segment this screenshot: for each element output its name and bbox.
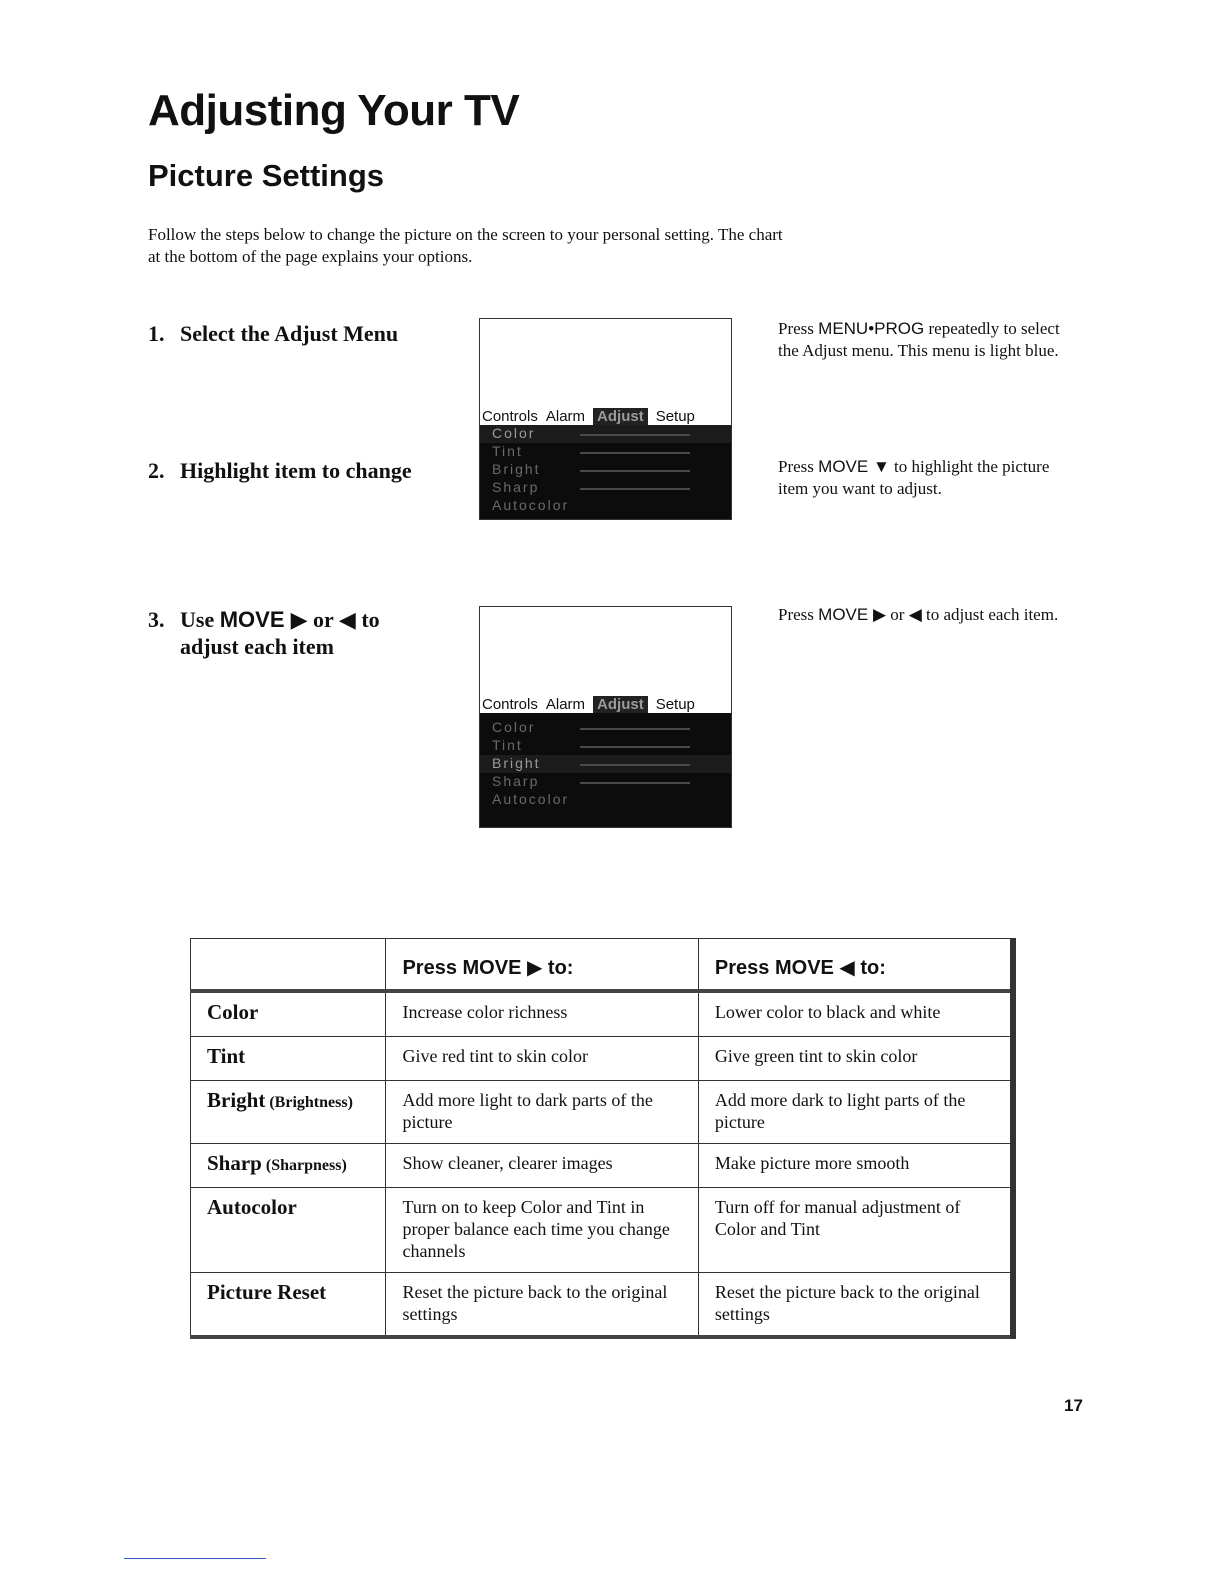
tv-menu-item: Tint [492,737,523,753]
tv-menu-adjust: Adjust [593,408,648,425]
note-3-pre: Press [778,605,819,624]
note-3-mid: or [886,605,909,624]
note-3-key: MOVE ▶ [818,605,887,624]
step-3-label-line2: adjust each item [180,634,334,659]
tv-screen-adjust-item [479,606,732,828]
tv-menu-item: Autocolor [492,497,570,513]
note-3-post: to adjust each item. [921,605,1059,624]
note-2-key: MOVE ▼ [818,457,890,476]
option-name [191,1081,386,1144]
option-name [191,991,386,1037]
step-1-label: Select the Adjust Menu [180,321,399,346]
tv-menu-item: Tint [492,443,523,459]
option-move-left: Turn off for manual adjustment of Color and Tint [698,1188,1013,1273]
option-move-right: Give red tint to skin color [386,1037,698,1081]
option-move-right: Reset the picture back to the original settings [386,1273,698,1338]
step-3-number: 3. [148,607,165,632]
tv-slider-bar [580,452,690,454]
tv-menu-bar [480,693,731,713]
tv-menu-controls: Controls [482,696,538,713]
step-3-label-pre: Use [180,607,220,632]
tv-menu-panel [480,425,731,519]
table-header-row [191,939,1014,992]
table-row [191,1188,1014,1273]
tv-menu-controls: Controls [482,408,538,425]
option-name-text: Bright [207,1088,266,1112]
option-name-text: Color [207,1000,259,1024]
tv-menu-item: Color [480,425,731,443]
tv-menu-setup: Setup [655,408,695,425]
option-name [191,1273,386,1338]
table-row [191,1273,1014,1338]
tv-menu-adjust: Adjust [593,696,648,713]
tv-menu-bar [480,405,731,425]
section-title: Picture Settings [148,158,384,193]
note-3-arrow-left-icon: ◀ [908,605,922,624]
note-2-post: to highlight the picture item you want to adjust. [778,457,1050,498]
step-2-label: Highlight item to change [180,458,412,483]
option-name [191,1188,386,1273]
page-number: 17 [1064,1396,1083,1415]
option-name-text: Sharp [207,1151,262,1175]
step-3-label-post: to [355,607,380,632]
table-row [191,1144,1014,1188]
option-move-left: Lower color to black and white [698,991,1013,1037]
tv-slider-bar [580,488,690,490]
option-move-left: Reset the picture back to the original settings [698,1273,1013,1338]
option-name-text: Autocolor [207,1195,297,1219]
table-header-move-right: Press MOVE ▶ to: [386,939,698,992]
tv-menu-panel [480,713,731,827]
table-row [191,1081,1014,1144]
note-select-adjust [778,318,1068,362]
tv-menu-setup: Setup [655,696,695,713]
tv-menu-item: Bright [492,461,541,477]
option-move-left: Add more dark to light parts of the picture [698,1081,1013,1144]
tv-slider-bar [580,470,690,472]
intro-paragraph: Follow the steps below to change the picture on the screen to your personal setting. The chart at the bottom of the page explains your options. [148,225,783,266]
option-name [191,1144,386,1188]
note-2-pre: Press [778,457,819,476]
note-adjust-item [778,604,1068,626]
note-1-pre: Press [778,319,819,338]
tv-slider-bar [580,434,690,436]
picture-options-table [190,938,1016,1339]
table-row [191,991,1014,1037]
tv-menu-item: Sharp [492,773,540,789]
option-name-sub: (Brightness) [265,1094,353,1111]
tv-screen-adjust-menu [479,318,732,520]
table-header-move-left: Press MOVE ◀ to: [698,939,1013,992]
option-move-left: Make picture more smooth [698,1144,1013,1188]
option-name [191,1037,386,1081]
tv-slider-bar [580,746,690,748]
note-highlight-item [778,456,1068,500]
table-row [191,1037,1014,1081]
option-move-right: Add more light to dark parts of the picture [386,1081,698,1144]
option-move-left: Give green tint to skin color [698,1037,1013,1081]
step-3-move-right: MOVE ▶ [219,607,308,632]
option-name-text: Picture Reset [207,1280,327,1304]
option-move-right: Show cleaner, clearer images [386,1144,698,1188]
tv-menu-item: Bright [480,755,731,773]
option-name-sub: (Sharpness) [261,1157,347,1174]
note-1-post: repeatedly to select the Adjust menu. This menu is light blue. [778,319,1060,360]
tv-menu-alarm: Alarm [545,696,586,713]
table-header-blank [191,939,386,992]
note-1-key: MENU•PROG [818,319,925,338]
step-3-arrow-left-icon: ◀ [338,607,356,632]
step-1 [148,320,398,347]
tv-slider-bar [580,764,690,766]
step-3 [148,606,380,660]
tv-slider-bar [580,728,690,730]
option-move-right: Increase color richness [386,991,698,1037]
step-2 [148,457,412,484]
option-move-right: Turn on to keep Color and Tint in proper balance each time you change channels [386,1188,698,1273]
tv-menu-item: Sharp [492,479,540,495]
tv-menu-alarm: Alarm [545,408,586,425]
tv-menu-item: Color [492,719,536,735]
step-2-number: 2. [148,458,165,483]
page-title: Adjusting Your TV [148,86,520,135]
tv-slider-bar [580,782,690,784]
option-name-text: Tint [207,1044,246,1068]
tv-menu-item: Autocolor [492,791,570,807]
step-3-label-mid: or [307,607,339,632]
step-1-number: 1. [148,321,165,346]
bottom-rule [124,1558,266,1559]
